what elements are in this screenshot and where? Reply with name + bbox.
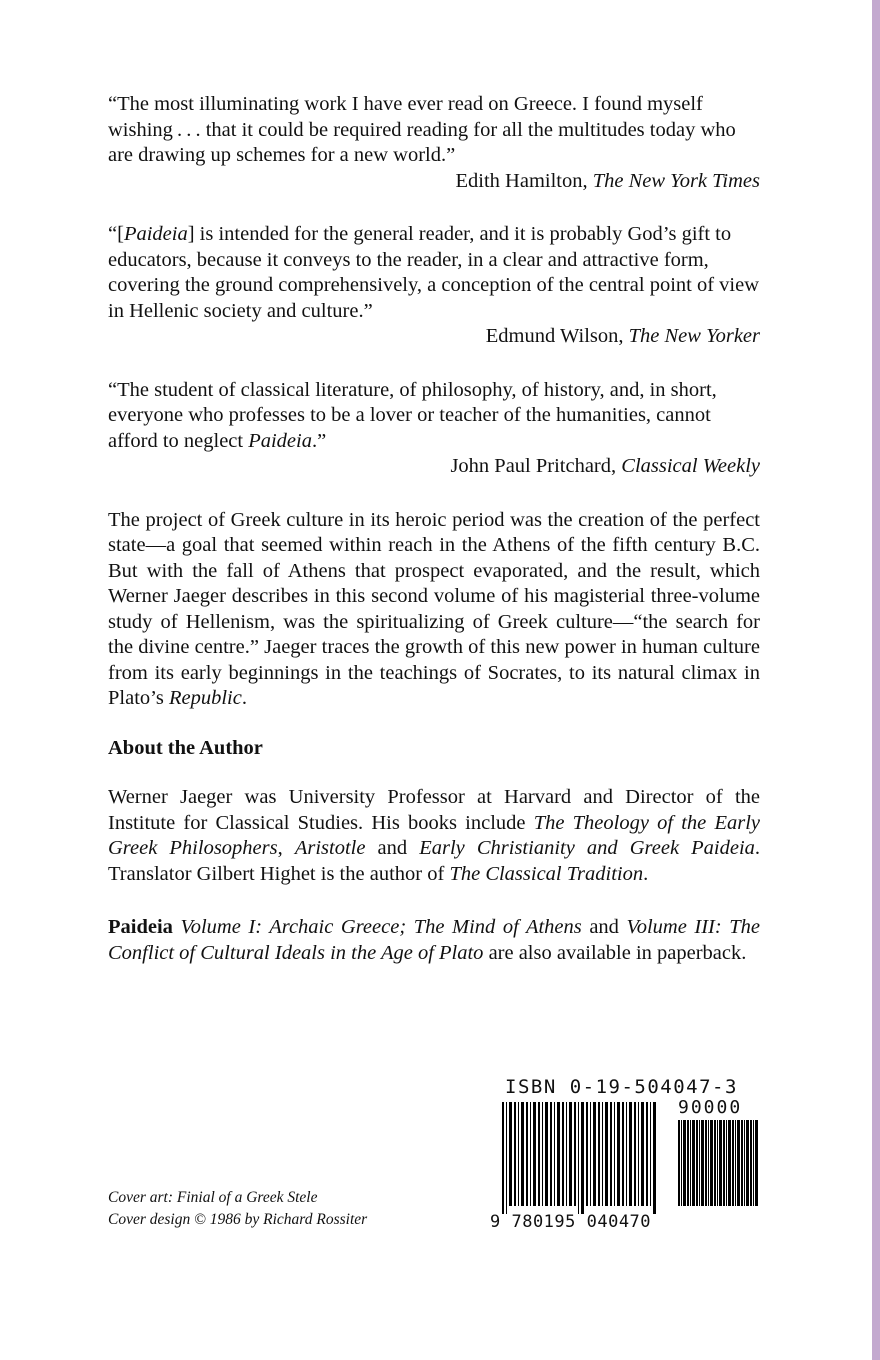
attribution-source: The New York Times xyxy=(592,169,760,192)
volume-title: Volume I: Archaic Greece; The Mind of Athens xyxy=(172,916,582,938)
barcode-bar xyxy=(634,1102,636,1206)
quote-title: Paideia xyxy=(248,429,312,452)
barcode-bar xyxy=(550,1102,552,1206)
description-paragraph xyxy=(108,508,760,712)
barcode-bar xyxy=(530,1102,531,1206)
description-end: . xyxy=(241,687,247,709)
about-text: . Translator Gilbert Highet is the author of xyxy=(108,837,761,885)
barcode-bar xyxy=(538,1102,540,1206)
barcode-bar xyxy=(753,1120,754,1206)
barcode-bar xyxy=(683,1120,686,1206)
barcode-bar xyxy=(617,1102,620,1206)
attribution-author: Edmund Wilson, xyxy=(485,325,629,347)
barcode-bar xyxy=(705,1120,707,1206)
barcode-bar xyxy=(690,1120,691,1206)
barcode-bar xyxy=(750,1120,752,1206)
barcode-bar xyxy=(514,1102,516,1206)
spine-edge xyxy=(872,0,880,1360)
barcode-bar xyxy=(641,1102,644,1206)
quote-close: .” xyxy=(311,429,327,452)
barcode-bar xyxy=(737,1120,740,1206)
barcode-bar xyxy=(699,1120,700,1206)
quote-open: “[ xyxy=(108,223,124,245)
barcode-bar xyxy=(681,1120,682,1206)
attribution-hamilton xyxy=(108,169,760,195)
barcode-bar xyxy=(578,1102,579,1214)
addon-barcode xyxy=(678,1120,758,1214)
separator: and xyxy=(581,916,627,938)
barcode-bar xyxy=(629,1102,632,1206)
attribution-author: Edith Hamilton, xyxy=(455,169,593,192)
cover-art-credit: Cover art: Finial of a Greek Stele xyxy=(108,1189,318,1206)
barcode-bar xyxy=(687,1120,689,1206)
book-title: The Theology of the Early Greek Philosophers xyxy=(108,811,760,859)
barcode-bar xyxy=(626,1102,627,1206)
quote-pritchard-text: “The student of classical literature, of philosophy, of history, and, in short, everyone who professes to be a lover or teacher of the humanities, cannot afford to neglect xyxy=(108,378,717,452)
barcode-bar xyxy=(728,1120,731,1206)
barcode-bar xyxy=(746,1120,749,1206)
barcode-bar xyxy=(678,1120,680,1206)
quote-pritchard xyxy=(108,378,760,455)
barcode-bar xyxy=(714,1120,716,1206)
barcode-bar xyxy=(710,1120,713,1206)
barcode-bar xyxy=(726,1120,727,1206)
barcode-bar xyxy=(696,1120,698,1206)
barcode-bar xyxy=(741,1120,743,1206)
description-book-title: Republic xyxy=(168,687,242,709)
barcode-bar xyxy=(545,1102,548,1206)
barcode-bar xyxy=(598,1102,600,1206)
series-name: Paideia xyxy=(108,916,173,938)
barcode-bar xyxy=(502,1102,504,1214)
attribution-source: Classical Weekly xyxy=(621,455,760,477)
barcode-bar xyxy=(744,1120,745,1206)
barcode-bar xyxy=(650,1102,651,1206)
availability-end: are also available in paperback. xyxy=(483,941,747,964)
barcode-bar xyxy=(518,1102,519,1206)
quote-wilson-text: ] is intended for the general reader, and it is probably God’s gift to educators, because it conveys to the reader, in a clear and attractive form, covering the ground comprehensively, a conception of the central point of view in Hellenic society and culture.” xyxy=(108,223,760,322)
barcode-bar xyxy=(732,1120,734,1206)
attribution-wilson xyxy=(108,324,760,350)
barcode-bar xyxy=(593,1102,596,1206)
attribution-author: John Paul Pritchard, xyxy=(450,455,622,477)
barcode-bar xyxy=(586,1102,588,1206)
barcode-bar xyxy=(614,1102,615,1206)
about-author-heading: About the Author xyxy=(108,736,263,759)
barcode-bar xyxy=(717,1120,718,1206)
barcode-bar xyxy=(506,1102,507,1214)
barcode-bar xyxy=(533,1102,536,1206)
quote-hamilton-text: “The most illuminating work I have ever read on Greece. I found myself wishing . . . that it could be required reading for all the multitudes today who are drawing up schemes for a new world.” xyxy=(108,93,736,166)
separator: , xyxy=(277,837,295,859)
barcode-bar xyxy=(646,1102,648,1206)
barcode-bar xyxy=(569,1102,572,1206)
quote-wilson xyxy=(108,222,760,324)
barcode-bar xyxy=(719,1120,722,1206)
availability-paragraph xyxy=(108,915,760,966)
quote-hamilton xyxy=(108,92,760,169)
ean-digits: 9 780195 040470 xyxy=(490,1212,652,1232)
barcode-bar xyxy=(735,1120,736,1206)
book-title: Early Christianity and Greek Paideia xyxy=(419,837,755,859)
isbn-label: ISBN 0-19-504047-3 xyxy=(505,1076,738,1098)
about-text: Werner Jaeger was University Professor at Harvard and Director of the Institute for Classical Studies. His books include xyxy=(108,786,760,834)
barcode-bar xyxy=(622,1102,624,1206)
barcode-bar xyxy=(701,1120,704,1206)
attribution-pritchard xyxy=(108,454,760,480)
barcode-bar xyxy=(602,1102,603,1206)
cover-credits xyxy=(108,1187,367,1231)
cover-design-credit: Cover design © 1986 by Richard Rossiter xyxy=(108,1211,368,1228)
barcode-bar xyxy=(723,1120,725,1206)
barcode-bar xyxy=(542,1102,543,1206)
back-cover-text xyxy=(108,92,760,966)
barcode-bar xyxy=(521,1102,524,1206)
barcode-bar xyxy=(554,1102,555,1206)
barcode-bar xyxy=(509,1102,512,1206)
price-code: 90000 xyxy=(678,1097,743,1118)
barcode-bar xyxy=(566,1102,567,1206)
about-end: . xyxy=(643,862,649,885)
about-author-paragraph xyxy=(108,785,760,887)
barcode-bar xyxy=(638,1102,639,1206)
attribution-source: The New Yorker xyxy=(628,325,760,347)
description-text: The project of Greek culture in its heroic period was the creation of the perfect state—a goal that seemed within reach in the Athens of the fifth century B.C. But with the fall of Athens that prospect evaporated, and the result, which Werner Jaeger describes in this second volume of his magisterial three-volume study of Hellenism, was the spiritualizing of Greek culture—“the search for the divine centre.” Jaeger traces the growth of this new power in human culture from its early beginnings in the teachings of Socrates, to its natural climax in Plato’s xyxy=(108,508,760,709)
barcode-bar xyxy=(692,1120,695,1206)
barcode-bar xyxy=(581,1102,584,1214)
barcode-bar xyxy=(590,1102,591,1206)
barcode-bar xyxy=(526,1102,528,1206)
barcode-bar xyxy=(574,1102,576,1206)
separator: and xyxy=(365,837,420,859)
book-title: Aristotle xyxy=(294,837,366,859)
barcode-bar xyxy=(755,1120,758,1206)
barcode-bar xyxy=(557,1102,560,1206)
barcode-bar xyxy=(708,1120,709,1206)
barcode-bar xyxy=(610,1102,612,1206)
barcode-bar xyxy=(605,1102,608,1206)
volume-title: Volume III: The Conflict of Cultural Ideals in the Age of Plato xyxy=(108,916,760,964)
book-title: The Classical Tradition xyxy=(449,862,644,885)
barcode-bar xyxy=(653,1102,656,1214)
ean-barcode xyxy=(502,1102,660,1214)
quote-title: Paideia xyxy=(123,223,188,245)
barcode-bar xyxy=(562,1102,564,1206)
